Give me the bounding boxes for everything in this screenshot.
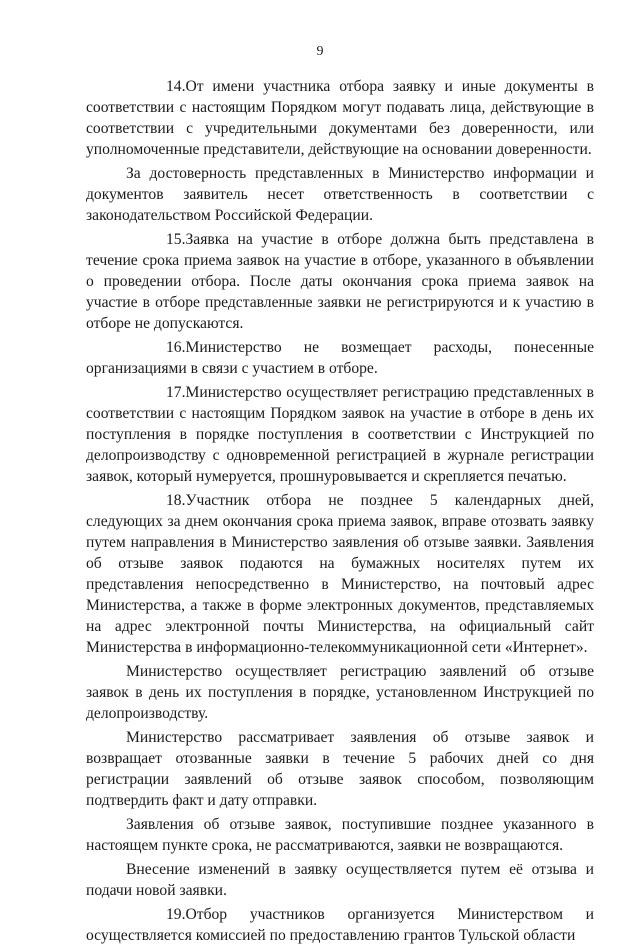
paragraph-text: Заявка на участие в отборе должна быть представлена в течение срока приема заявок на участие в отборе, указанного в объявлении о проведении отбора. После даты окончания срока приема заявок на участие в отборе представленные заявки не регистрируются и к участию в отборе не допускаются. (86, 231, 594, 332)
paragraph-text: Министерство осуществляет регистрацию представленных в соответствии с настоящим Порядком заявок на участие в отборе в день их поступления в порядке поступления в соответствии с Инструкцией по делопроизводству с одновременной регистрацией в журнале регистрации заявок, который нумеруется, прошнуровывается и скрепляется печатью. (86, 384, 594, 485)
paragraph-18-changes (86, 859, 594, 901)
paragraph-number: 19. (166, 906, 186, 923)
paragraph-number: 16. (166, 339, 186, 356)
paragraph-18-late (86, 814, 594, 856)
paragraph-18-registration (86, 661, 594, 724)
paragraph-text: От имени участника отбора заявку и иные документы в соответствии с настоящим Порядком могут подавать лица, действующие в соответствии с учредительными документами без доверенности, или уполномоченные представители, действующие на основании доверенности. (86, 78, 594, 158)
paragraph-14 (86, 76, 594, 160)
document-body (86, 76, 594, 949)
paragraph-number: 15. (166, 231, 186, 248)
paragraph-text: Министерство осуществляет регистрацию заявлений об отзыве заявок в день их поступления в порядке, установленном Инструкцией по делопроизводству. (86, 663, 594, 722)
paragraph-16 (86, 337, 594, 379)
paragraph-19 (86, 904, 594, 946)
paragraph-number: 18. (166, 492, 186, 509)
paragraph-text: За достоверность представленных в Министерство информации и документов заявитель несет ответственность в соответствии с законодательством Российской Федерации. (86, 165, 594, 224)
paragraph-text: Министерство не возмещает расходы, понесенные организациями в связи с участием в отборе. (86, 339, 594, 377)
paragraph-text: Отбор участников организуется Министерством и осуществляется комиссией по предоставлению грантов Тульской области (86, 906, 594, 944)
paragraph-text: Участник отбора не позднее 5 календарных дней, следующих за днем окончания срока приема заявок, вправе отозвать заявку путем направления в Министерство заявления об отзыве заявки. Заявления об отзыве заявок подаются на бумажных носителях путем их представления непосредственно в Министерство, на почтовый адрес Министерства, а также в форме электронных документов, представляемых на адрес электронной почты Министерства, на официальный сайт Министерства в информационно-телекоммуникационной сети «Интернет». (86, 492, 594, 656)
paragraph-number: 14. (166, 78, 186, 95)
paragraph-text: Министерство рассматривает заявления об отзыве заявок и возвращает отозванные заявки в течение 5 рабочих дней со дня регистрации заявлений об отзыве заявок способом, позволяющим подтвердить факт и дату отправки. (86, 729, 594, 809)
paragraph-18 (86, 490, 594, 658)
paragraph-text: Внесение изменений в заявку осуществляется путем её отзыва и подачи новой заявки. (86, 861, 594, 899)
paragraph-text: Заявления об отзыве заявок, поступившие позднее указанного в настоящем пункте срока, не рассматриваются, заявки не возвращаются. (86, 816, 594, 854)
paragraph-number: 17. (166, 384, 186, 401)
paragraph-17 (86, 382, 594, 487)
paragraph-15 (86, 229, 594, 334)
paragraph-18-return (86, 727, 594, 811)
page-number: 9 (316, 44, 324, 59)
paragraph-14-continued (86, 163, 594, 226)
